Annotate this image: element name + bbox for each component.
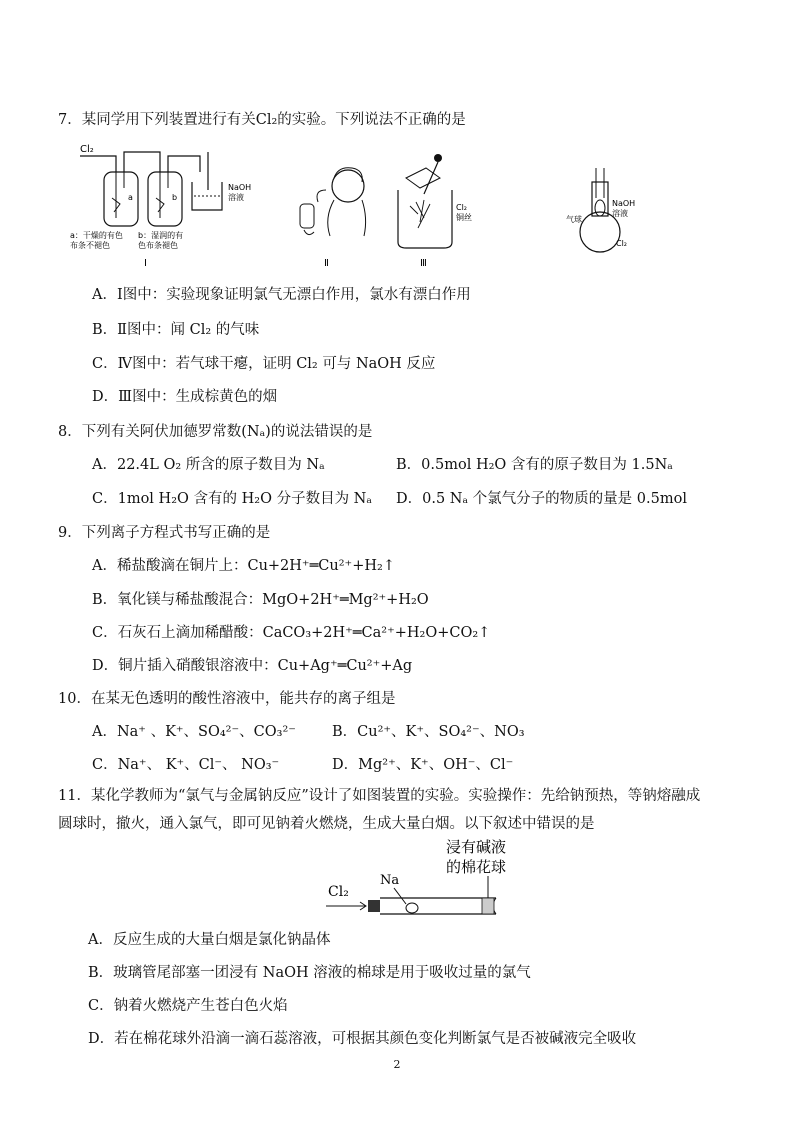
q7-fig-label-b: b [172,193,178,202]
q10-option-c: C．Na⁺、 K⁺、Cl⁻、 NO₃⁻ [92,757,280,773]
q11-fig-na: Na [380,873,400,888]
q7-fig-caption-b2: 色布条褪色 [138,241,178,250]
q11-apparatus-figure [320,836,540,926]
q10-option-d: D．Mg²⁺、K⁺、OH⁻、Cl⁻ [332,757,514,773]
q10-option-a: A．Na⁺ 、K⁺、SO₄²⁻、CO₃²⁻ [92,724,296,740]
q11-stem-line1: 11．某化学教师为“氯气与金属钠反应”设计了如图装置的实验。实验操作：先给钠预热，等钠熔融成 [58,788,701,804]
q9-option-d: D．铜片插入硝酸银溶液中：Cu+Ag⁺═Cu²⁺+Ag [92,658,413,674]
q7-apparatus-figure [68,138,668,270]
q7-option-b: B．Ⅱ图中：闻 Cl₂ 的气味 [92,322,260,338]
q11-option-a: A．反应生成的大量白烟是氯化钠晶体 [88,932,331,948]
copper-wire-combustion-jar [398,154,452,248]
q7-fig-solution: 溶液 [228,193,244,202]
q7-fig-copper-wire: 铜丝 [456,213,472,222]
glass-tube [368,898,496,914]
q8-option-c: C．1mol H₂O 含有的 H₂O 分子数目为 Nₐ [92,491,372,507]
q8-option-d: D．0.5 Nₐ 个氯气分子的物质的量是 0.5mol [396,491,687,507]
q7-fig-cl2-label: Cl₂ [80,144,94,155]
q7-fig-caption-a1: a：干燥的有色 [70,231,123,240]
q11-fig-label-top1: 浸有碱液 [446,838,507,856]
q10-stem: 10．在某无色透明的酸性溶液中，能共存的离子组是 [58,691,396,707]
q11-option-c: C．钠着火燃烧产生苍白色火焰 [88,998,288,1014]
q11-option-d: D．若在棉花球外沿滴一滴石蕊溶液，可根据其颜色变化判断氯气是否被碱液完全吸收 [88,1031,637,1047]
q9-stem: 9．下列离子方程式书写正确的是 [58,525,271,541]
q7-fig-balloon: 气球 [566,215,582,224]
q7-fig-roman-II: Ⅱ [324,258,329,269]
q7-fig-solution-IV: 溶液 [612,209,628,218]
q7-fig-naoh: NaOH [228,183,252,192]
q11-fig-cl2: Cl₂ [328,884,349,900]
q7-fig-caption-b1: b：湿润的有 [138,231,184,240]
q7-option-a: A．Ⅰ图中：实验现象证明氯气无漂白作用，氯水有漂白作用 [92,287,471,303]
q9-option-c: C．石灰石上滴加稀醋酸：CaCO₃+2H⁺═Ca²⁺+H₂O+CO₂↑ [92,625,491,641]
q9-option-b: B．氧化镁与稀盐酸混合：MgO+2H⁺═Mg²⁺+H₂O [92,592,429,608]
smelling-person-drawing [300,168,366,236]
q11-fig-label-top2: 的棉花球 [446,858,507,876]
q8-option-b: B．0.5mol H₂O 含有的原子数目为 1.5Nₐ [396,457,673,473]
q7-fig-cl2-IV: Cl₂ [616,239,628,248]
q7-fig-label-a: a [128,193,133,202]
q7-fig-roman-I: Ⅰ [144,258,147,269]
q7-option-d: D．Ⅲ图中：生成棕黄色的烟 [92,389,278,405]
q11-option-b: B．玻璃管尾部塞一团浸有 NaOH 溶液的棉球是用于吸收过量的氯气 [88,965,531,981]
q7-fig-cl2-III: Cl₂ [456,203,468,212]
q7-stem: 7．某同学用下列装置进行有关Cl₂的实验。下列说法不正确的是 [58,112,466,128]
q11-stem-line2: 圆球时，撤火，通入氯气，即可见钠着火燃烧，生成大量白烟。以下叙述中错误的是 [58,816,595,832]
q7-option-c: C．Ⅳ图中：若气球干瘪，证明 Cl₂ 可与 NaOH 反应 [92,356,436,372]
q7-fig-naoh-IV: NaOH [612,199,636,208]
q10-option-b: B．Cu²⁺、K⁺、SO₄²⁻、NO₃ [332,724,525,740]
q7-fig-caption-a2: 布条不褪色 [70,241,110,250]
q9-option-a: A．稀盐酸滴在铜片上：Cu+2H⁺═Cu²⁺+H₂↑ [92,558,395,574]
page-number: 2 [393,1058,401,1071]
q7-fig-roman-III: Ⅲ [420,258,427,269]
q8-option-a: A．22.4L O₂ 所含的原子数目为 Nₐ [92,457,325,473]
q8-stem: 8．下列有关阿伏加德罗常数(Nₐ)的说法错误的是 [58,424,373,440]
